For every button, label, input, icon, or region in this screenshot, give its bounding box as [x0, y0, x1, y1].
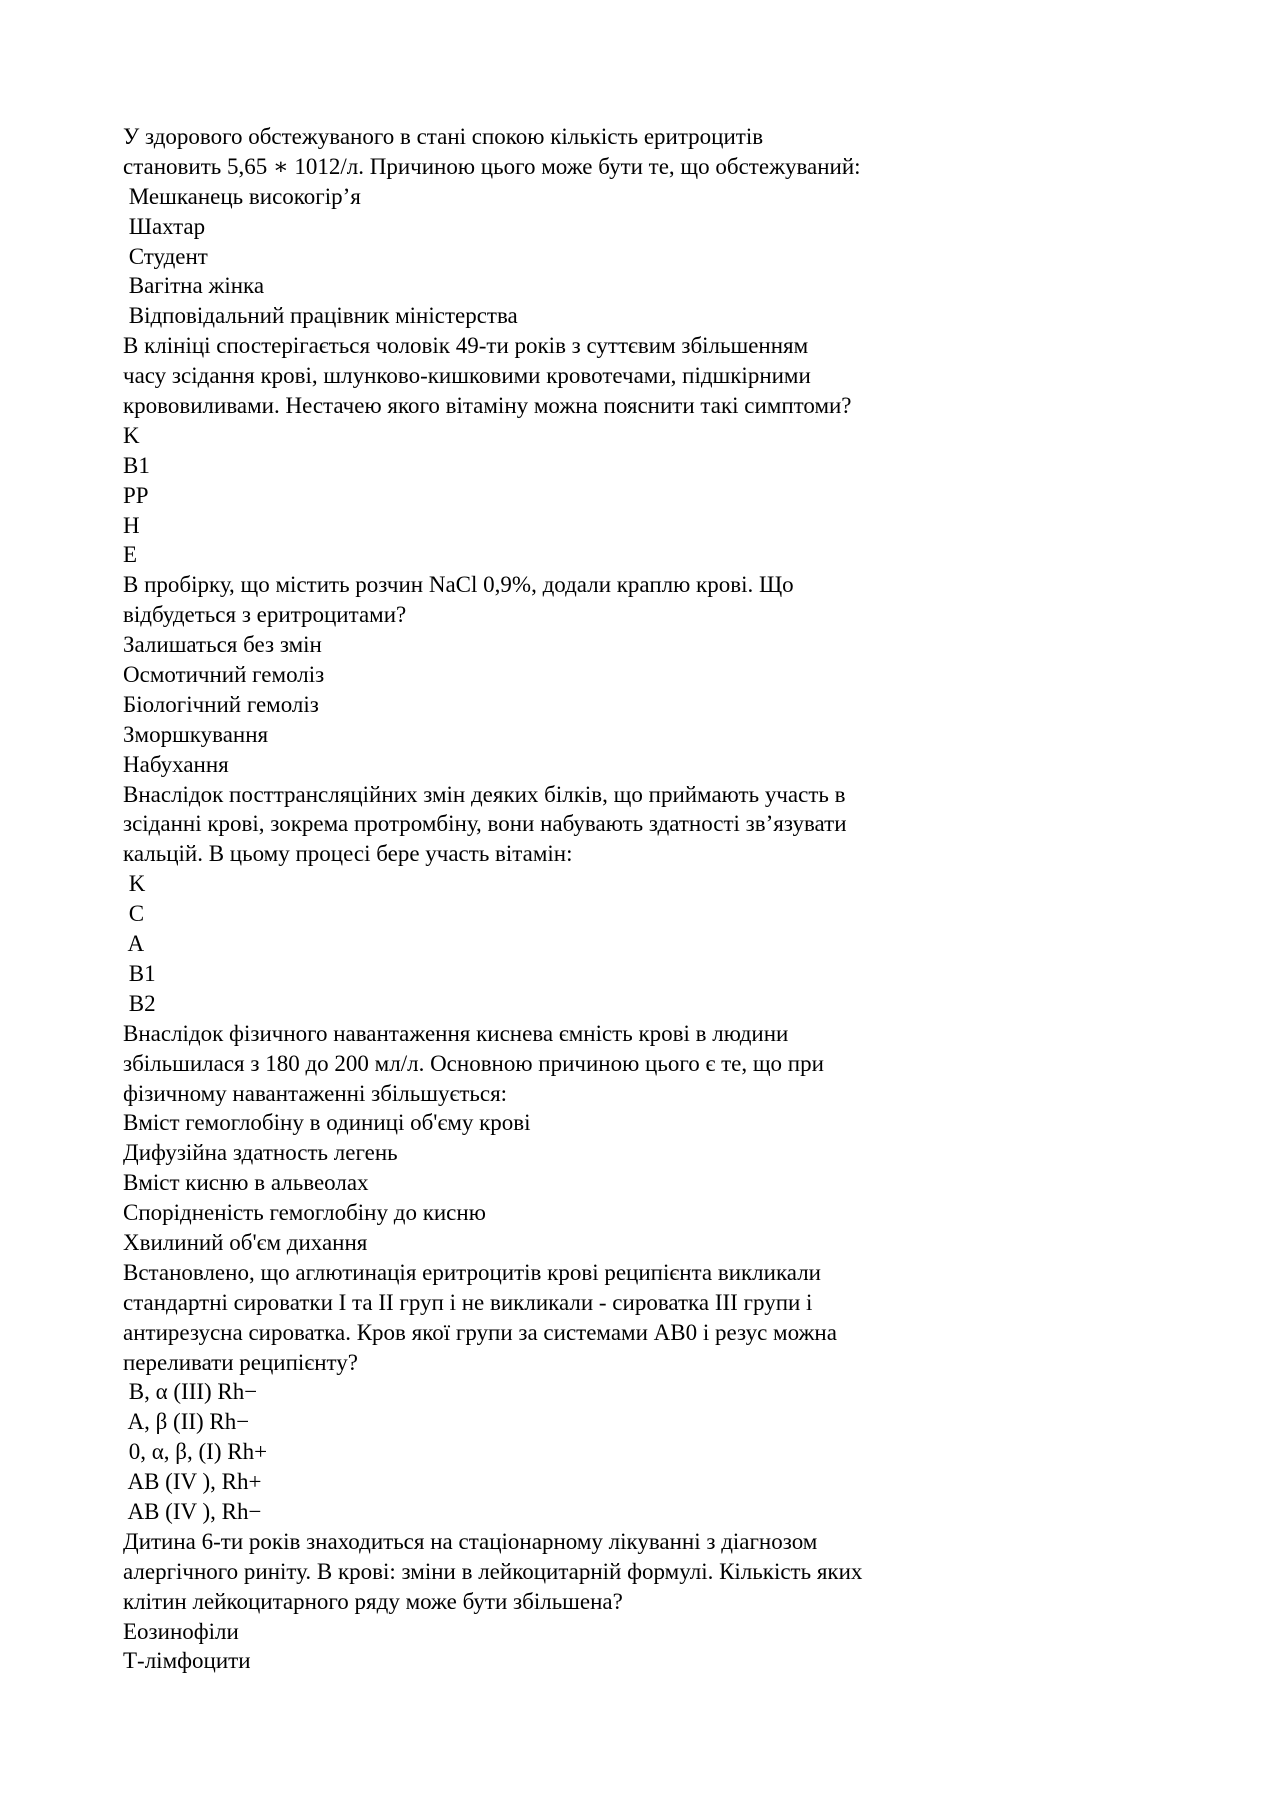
answer-option: Студент: [123, 243, 208, 269]
answer-option: C: [123, 901, 145, 927]
answer-option: Вміст кисню в альвеолах: [123, 1170, 369, 1196]
answer-option: B1: [123, 960, 156, 986]
question-6: [123, 1258, 1183, 1527]
answer-option: 0, α, β, (I) Rh+: [123, 1439, 268, 1465]
question-stem-line: фізичному навантаженні збільшується:: [123, 1080, 508, 1106]
question-2: [123, 331, 1183, 570]
answer-option: H: [123, 512, 140, 538]
answer-option: Осмотичний гемоліз: [123, 662, 325, 688]
answer-option: Біологічний гемоліз: [123, 691, 319, 717]
answer-option: Дифузійна здатность легень: [123, 1140, 398, 1166]
question-stem-line: Внаслідок фізичного навантаження киснева ємність крові в людини: [123, 1020, 789, 1046]
answer-option: K: [123, 422, 140, 448]
question-stem-line: У здорового обстежуваного в стані спокою кількість еритроцитів: [123, 124, 764, 149]
question-stem-line: клітин лейкоцитарного ряду може бути збільшена?: [123, 1588, 623, 1614]
question-7: [123, 1527, 1183, 1676]
question-stem-line: В пробірку, що містить розчин NaCl 0,9%, додали краплю крові. Що: [123, 572, 794, 598]
question-4: [123, 780, 1183, 1019]
answer-option: K: [123, 871, 146, 897]
answer-option: Залишаться без змін: [123, 632, 322, 658]
answer-option: A, β (II) Rh−: [123, 1409, 250, 1435]
answer-option: Спорідненість гемоглобіну до кисню: [123, 1200, 486, 1226]
question-5: [123, 1019, 1183, 1258]
answer-option: AB (IV ), Rh+: [123, 1469, 262, 1495]
question-stem-line: стандартні сироватки I та II груп і не викликали - сироватка III групи і: [123, 1289, 813, 1315]
question-stem-line: часу зсідання крові, шлунково-кишковими кровотечами, підшкірними: [123, 363, 811, 389]
question-stem-line: алергічного риніту. В крові: зміни в лейкоцитарній формулі. Кількість яких: [123, 1558, 863, 1584]
answer-option: PP: [123, 482, 149, 508]
question-stem-line: антирезусна сироватка. Кров якої групи за системами AB0 і резус можна: [123, 1319, 837, 1345]
question-1: [123, 122, 1183, 331]
answer-option: Вміст гемоглобіну в одиниці об'єму крові: [123, 1110, 531, 1136]
question-stem-line: переливати реципієнту?: [123, 1349, 358, 1375]
answer-option: Мешканець високогір’я: [123, 183, 361, 209]
question-stem-line: Дитина 6-ти років знаходиться на стаціонарному лікуванні з діагнозом: [123, 1528, 818, 1554]
question-stem-line: відбудеться з еритроцитами?: [123, 602, 407, 628]
question-stem-line: крововиливами. Нестачею якого вітаміну можна пояснити такі симптоми?: [123, 393, 852, 419]
answer-option: A: [123, 931, 145, 957]
question-stem-line: кальцій. В цьому процесі бере участь вітамін:: [123, 841, 573, 867]
question-stem-line: Встановлено, що аглютинація еритроцитів крові реципієнта викликали: [123, 1259, 821, 1285]
answer-option: E: [123, 542, 138, 568]
document-page: [123, 122, 1183, 1676]
answer-option: Вагітна жінка: [123, 273, 265, 299]
question-stem-line: становить 5,65 ∗ 1012/л. Причиною цього може бути те, що обстежуваний:: [123, 153, 861, 179]
question-stem-line: Внаслідок посттрансляційних змін деяких білків, що приймають участь в: [123, 781, 846, 807]
answer-option: B2: [123, 990, 156, 1016]
answer-option: Хвилиний об'єм дихання: [123, 1229, 368, 1255]
answer-option: Зморшкування: [123, 721, 269, 747]
answer-option: Відповідальний працівник міністерства: [123, 303, 518, 329]
answer-option: B1: [123, 452, 150, 478]
question-stem-line: зсіданні крові, зокрема протромбіну, вони набувають здатності зв’язувати: [123, 811, 847, 837]
question-stem-line: збільшилася з 180 до 200 мл/л. Основною причиною цього є те, що при: [123, 1050, 824, 1076]
answer-option: AB (IV ), Rh−: [123, 1498, 262, 1524]
answer-option: Шахтар: [123, 213, 206, 239]
answer-option: B, α (III) Rh−: [123, 1379, 258, 1405]
answer-option: Т-лімфоцити: [123, 1648, 251, 1674]
answer-option: Еозинофіли: [123, 1618, 239, 1644]
answer-option: Набухання: [123, 751, 229, 777]
question-stem-line: В клініці спостерігається чоловік 49-ти років з суттєвим збільшенням: [123, 333, 809, 359]
question-3: [123, 570, 1183, 779]
